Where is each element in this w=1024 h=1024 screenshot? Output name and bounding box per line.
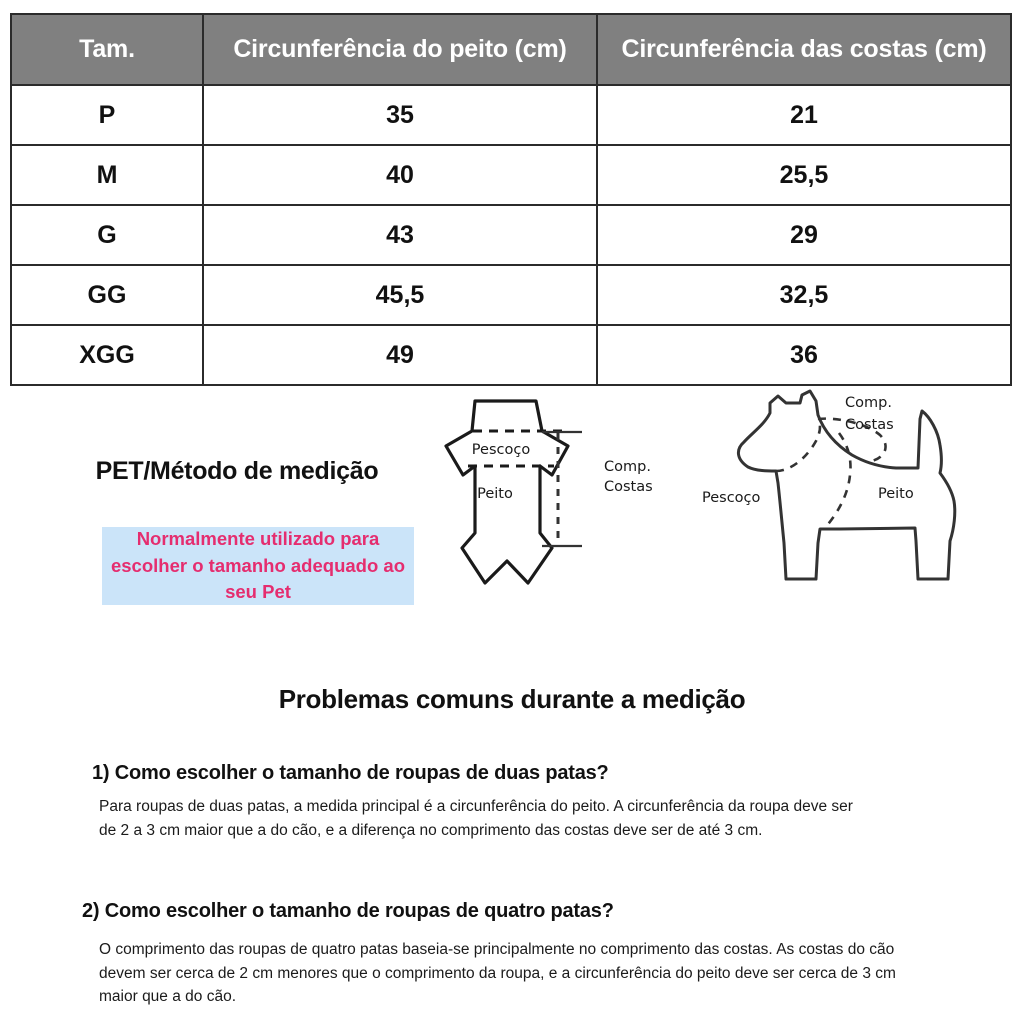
cell-chest: 45,5 bbox=[203, 265, 597, 325]
table-row bbox=[11, 265, 1011, 325]
dog-back-label-line1: Comp. bbox=[845, 395, 892, 411]
shirt-measurement-diagram bbox=[432, 383, 682, 608]
dog-measurement-diagram bbox=[690, 383, 1024, 608]
size-chart-table bbox=[10, 13, 1012, 386]
cell-back: 29 bbox=[597, 205, 1011, 265]
table-row bbox=[11, 145, 1011, 205]
method-callout-box bbox=[102, 527, 414, 605]
table-row bbox=[11, 205, 1011, 265]
dog-back-label-line2: Costas bbox=[845, 417, 894, 433]
cell-back: 21 bbox=[597, 85, 1011, 145]
problems-title: Problemas comuns durante a medição bbox=[278, 684, 746, 714]
cell-back: 25,5 bbox=[597, 145, 1011, 205]
cell-chest: 40 bbox=[203, 145, 597, 205]
cell-size: XGG bbox=[11, 325, 203, 385]
common-problems-section bbox=[0, 640, 1024, 1006]
answer-1: Para roupas de duas patas, a medida principal é a circunferência do peito. A circunferência da roupa deve ser de 2 a 3 cm maior que a do cão, e a diferença no comprimento das costas deve ser de até 3 cm. bbox=[99, 798, 853, 839]
measurement-method-section bbox=[0, 375, 1024, 630]
column-header-size: Tam. bbox=[11, 14, 203, 85]
table-row bbox=[11, 85, 1011, 145]
shirt-back-label-line2: Costas bbox=[604, 479, 653, 495]
method-callout-text: Normalmente utilizado para escolher o tamanho adequado ao seu Pet bbox=[110, 528, 405, 603]
size-chart-table-container bbox=[10, 13, 1010, 386]
cell-size: GG bbox=[11, 265, 203, 325]
cell-size: P bbox=[11, 85, 203, 145]
column-header-chest: Circunferência do peito (cm) bbox=[203, 14, 597, 85]
question-2: 2) Como escolher o tamanho de roupas de quatro patas? bbox=[82, 900, 614, 922]
column-header-back: Circunferência das costas (cm) bbox=[597, 14, 1011, 85]
method-title: PET/Método de medição bbox=[95, 457, 379, 485]
cell-chest: 35 bbox=[203, 85, 597, 145]
shirt-back-label-line1: Comp. bbox=[604, 459, 651, 475]
cell-back: 32,5 bbox=[597, 265, 1011, 325]
dog-chest-label: Peito bbox=[878, 486, 914, 502]
cell-chest: 43 bbox=[203, 205, 597, 265]
cell-back: 36 bbox=[597, 325, 1011, 385]
cell-chest: 49 bbox=[203, 325, 597, 385]
question-1: 1) Como escolher o tamanho de roupas de duas patas? bbox=[92, 762, 609, 784]
shirt-chest-label: Peito bbox=[477, 486, 513, 502]
cell-size: M bbox=[11, 145, 203, 205]
cell-size: G bbox=[11, 205, 203, 265]
shirt-neck-label: Pescoço bbox=[471, 442, 531, 458]
table-header-row bbox=[11, 14, 1011, 85]
dog-neck-label: Pescoço bbox=[702, 490, 761, 506]
answer-2: O comprimento das roupas de quatro patas baseia-se principalmente no comprimento das costas. As costas do cão devem ser cerca de 2 cm menores que o comprimento da roupa, e a circunferência do peito deve ser cerca de 3 cm maior que a do cão. bbox=[99, 941, 896, 1006]
